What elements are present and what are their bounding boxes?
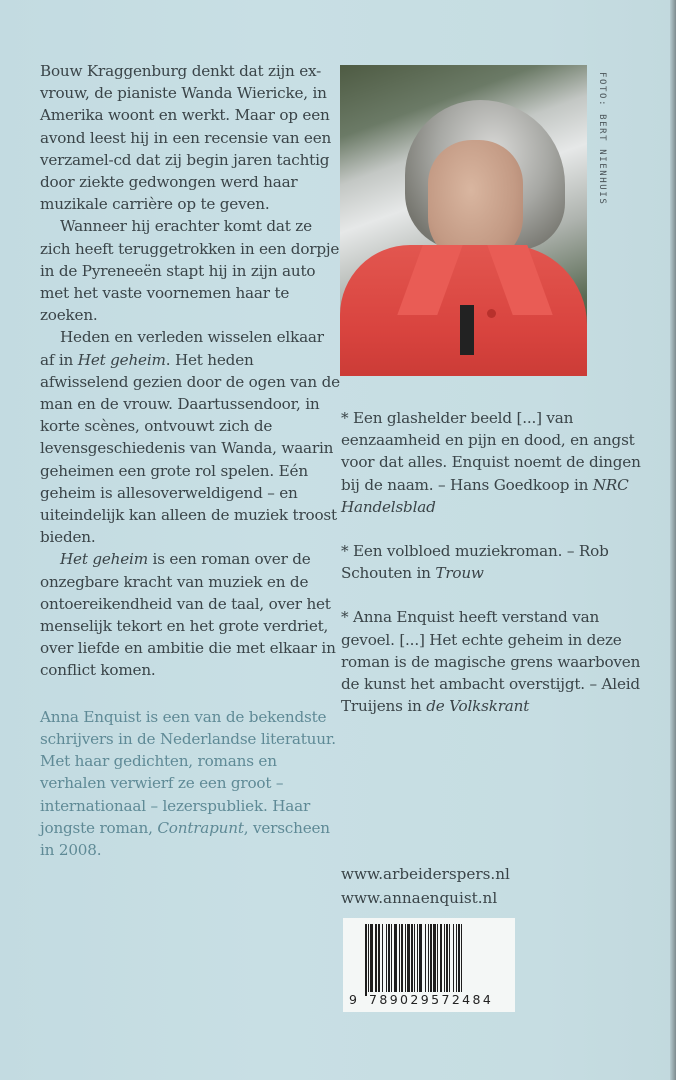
review-text: * Een glashelder beeld [...] van eenzaamheid en pijn en dood, en angst voor dat alles. Enquist noemt de dingen bij de naam. – Hans Goedkoop in [341,409,641,494]
review-quote-2 [341,540,641,584]
blurb-paragraph-2: Wanneer hij erachter komt dat ze zich heeft teruggetrokken in een dorpje in de Pyreneeën stapt hij in zijn auto met het vaste voornemen haar te zoeken. [40,217,340,325]
publisher-url[interactable]: www.arbeiderspers.nl [341,865,510,883]
book-title-italic: Het geheim [77,350,166,369]
text-run: Heden en verleden wisselen elkaar af in [40,328,324,369]
review-source: de Volkskrant [426,697,530,716]
blurb-column [40,60,340,861]
review-quote-1 [341,407,641,518]
text-run: , verscheen in 2008. [40,818,330,859]
author-photo [340,65,587,376]
reviews-column [341,407,641,717]
author-url[interactable]: www.annaenquist.nl [341,889,498,907]
text-run: is een roman over de onzegbare kracht van muziek en de ontoereikendheid van de taal, over het menselijk tekort en het grote verdriet, over liefde en ambitie die met elkaar in conflict komen. [40,550,336,680]
blurb-paragraph-3 [40,326,340,548]
text-run: Anna Enquist is een van de bekendste schrijvers in de Nederlandse literatuur. Met haar gedichten, romans en verhalen verwierf ze een groot – internationaal – lezerspubliek. Haar jongste roman, [40,707,336,837]
review-source: NRC Handelsblad [341,475,629,516]
website-links [341,862,510,910]
book-title-italic: Contrapunt [157,818,244,837]
blurb-paragraph-4 [40,548,340,681]
review-text: * Anna Enquist heeft verstand van gevoel. [...] Het echte geheim in deze roman is de magische grens waarboven de kunst het ambacht overstijgt. – Aleid Truijens in [341,608,641,716]
barcode-digits: 789029572484 [369,992,494,1007]
author-bio [40,706,340,861]
review-quote-3 [341,606,641,717]
text-run: . Het heden afwisselend gezien door de ogen van de man en de vrouw. Daartussendoor, in korte scènes, ontvouwt zich de levensgeschiedenis van Wanda, waarin geheimen een grote rol spelen. Eén geheim is allesoverweldigend – en uiteindelijk kan alleen de muziek troost bieden. [40,350,340,547]
photo-credit: FOTO: BERT NIENHUIS [597,72,607,206]
barcode-bars [365,924,464,996]
book-title-italic: Het geheim [60,550,148,569]
blurb-paragraph-1: Bouw Kraggenburg denkt dat zijn ex-vrouw, de pianiste Wanda Wiericke, in Amerika woont en werkt. Maar op een avond leest hij in een recensie van een verzamel-cd dat zij begin jaren tachtig door ziekte gedwongen werd haar muzikale carrière op te geven. [40,62,332,214]
cover-edge [670,0,676,1080]
isbn-barcode [343,918,515,1012]
review-text: * Een volbloed muziekroman. – Rob Schouten in [341,542,609,583]
review-source: Trouw [435,564,484,583]
barcode-first-digit: 9 [349,992,357,1007]
